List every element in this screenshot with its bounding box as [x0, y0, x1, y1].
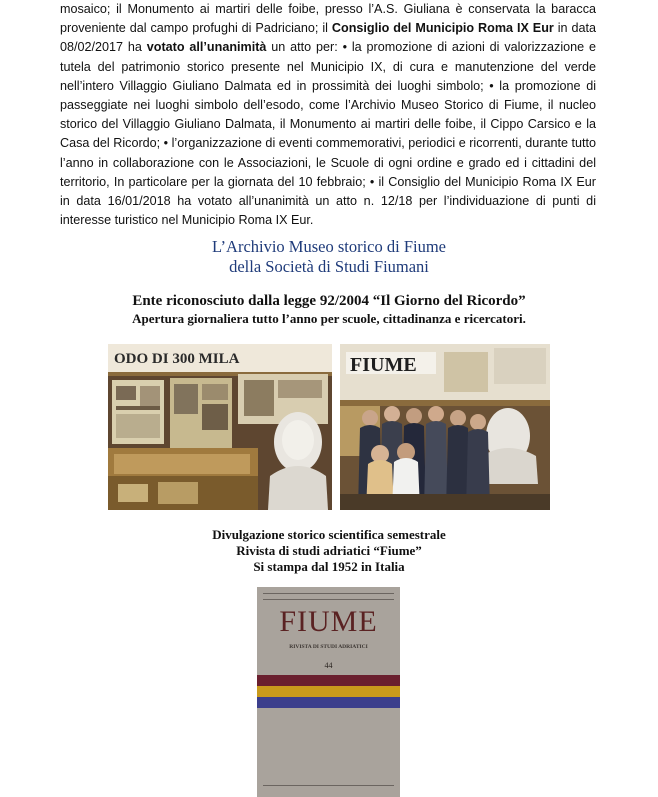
caption-line-2: Rivista di studi adriatici “Fiume” [236, 543, 422, 558]
museum-photo-exhibit [108, 344, 332, 510]
ente-line-1: Ente riconosciuto dalla legge 92/2004 “Il Giorno del Ricordo” [132, 293, 526, 309]
caption-line-1: Divulgazione storico scientifica semestrale [212, 527, 446, 542]
cover-issue-number: 44 [324, 661, 333, 670]
magazine-cover [257, 587, 400, 797]
paragraph-bold-unanimous: votato all’unanimità [146, 40, 267, 55]
cover-subtitle: RIVISTA DI STUDI ADRIATICI [289, 644, 368, 650]
cover-top-strip [263, 593, 394, 600]
body-paragraph [60, 0, 596, 230]
paragraph-bold-council: Consiglio del Municipio Roma IX Eur [331, 21, 554, 36]
cover-stripe-gold [257, 686, 400, 697]
caption-line-3: Si stampa dal 1952 in Italia [253, 559, 405, 574]
paragraph-text-2: in data 08/02/2017 ha [60, 21, 597, 55]
cover-stripe-burgundy [257, 675, 400, 686]
right-photo-banner-text: FIUME [350, 354, 417, 376]
museum-photo-group [340, 344, 550, 510]
paragraph-text-1: mosaico; il Monumento ai martiri delle foibe, presso l’A.S. Giuliana è conservata la baracca proveniente dal campo profughi di Padriciano; il [60, 2, 596, 36]
museum-photo-exhibit-image [108, 344, 332, 510]
ente-line-2: Apertura giornaliera tutto l’anno per scuole, cittadinanza e ricercatori. [132, 311, 526, 326]
paragraph-text-3: un atto per: • la promozione di azioni di valorizzazione e tutela del patrimonio storico presente nel Municipio IX, di cura e manutenzione del verde nell’intero Villaggio Giuliano Dalmata ed in prossimità dei luoghi simbolo; • la promozione di passeggiate nei luoghi simbolo dell’esodo, come l’Archivio Museo Storico di Fiume, il nucleo storico del Villaggio Giuliano Dalmata, il Monumento ai martiri delle foibe, il Cippo Carsico e la Casa del Ricordo; • l’organizzazione di eventi commemorativi, periodici e ricorrenti, durante tutto l’anno in collaborazione con le Associazioni, le Scuole di ogni ordine e grado ed i cittadini del territorio, In particolare per la giornata del 10 febbraio; • il Consiglio del Municipio Roma IX Eur in data 16/01/2018 ha votato all’unanimità un atto n. 12/18 per l’individuazione di punti di interesse turistico nel Municipio Roma IX Eur. [60, 40, 597, 228]
museum-photo-group-image [340, 344, 550, 510]
left-photo-banner-text: ODO DI 300 MILA [114, 351, 240, 367]
cover-title: FIUME [279, 605, 378, 638]
cover-bottom-strip [263, 785, 394, 790]
section-heading-line-1: L’Archivio Museo storico di Fiume [211, 237, 447, 256]
cover-stripe-blue [257, 697, 400, 708]
section-heading-line-2: della Società di Studi Fiumani [229, 257, 429, 276]
